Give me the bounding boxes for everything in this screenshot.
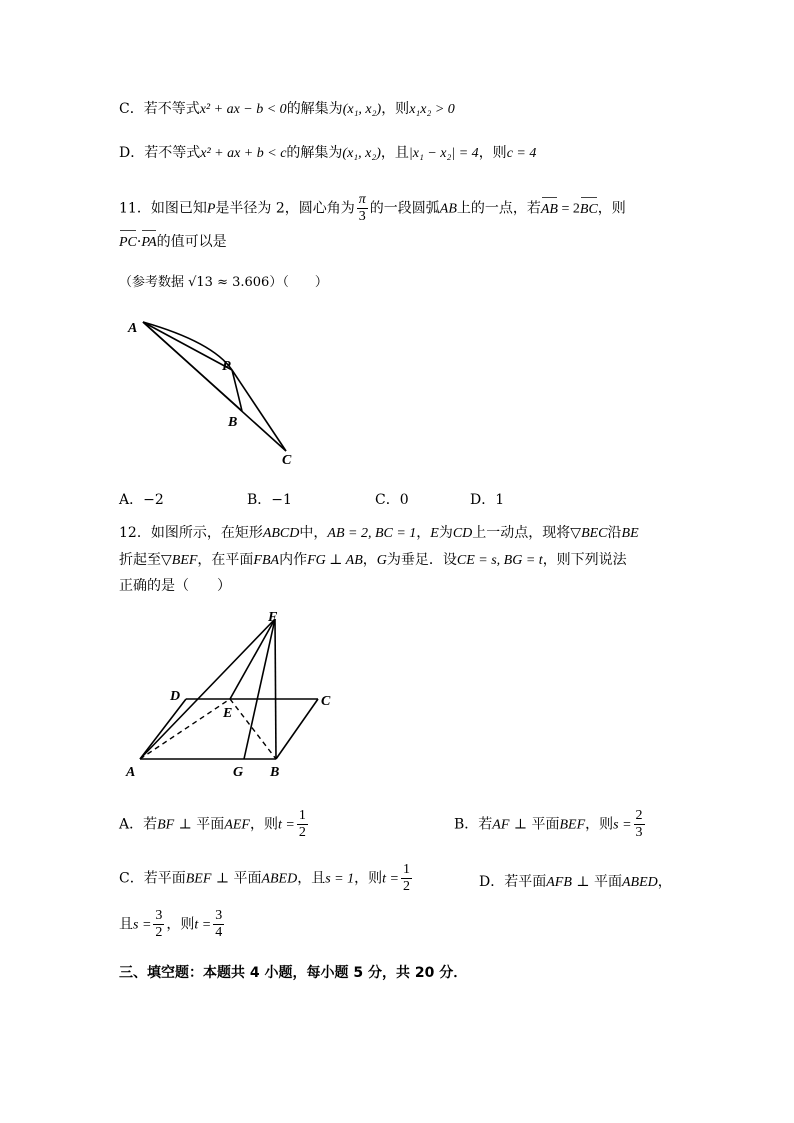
fraction: $\frac{3}{4}$ bbox=[215, 908, 223, 940]
dashed-eb bbox=[230, 699, 276, 759]
edge-af bbox=[140, 619, 275, 759]
label-a: A bbox=[126, 765, 136, 780]
label-f: F bbox=[268, 610, 278, 625]
label-g: G bbox=[233, 765, 244, 780]
q12-stem-line1: 12．如图所示，在矩形ABCD中，AB = 2, BC = 1，E为CD上一动点，现将▽BEC沿BE bbox=[119, 525, 639, 541]
fraction: $\frac{3}{2}$ bbox=[155, 908, 163, 940]
q11-reference-data: （参考数据 √13 ≈ 3.606）（ ） bbox=[119, 275, 328, 290]
vector-pa: PA bbox=[141, 233, 156, 253]
q11-stem-line1: 11．如图已知P是半径为 2，圆心角为 $\frac{\pi}{3}$ 的一段圆弧AB上的一点，若AB = 2BC，则 bbox=[119, 192, 626, 224]
solution-set: (x₁, x₂) bbox=[342, 102, 382, 117]
vector-bc: BC bbox=[580, 200, 598, 220]
conclusion: c = 4 bbox=[506, 146, 537, 161]
label-b: B bbox=[228, 415, 238, 430]
fraction: $\frac{1}{2}$ bbox=[298, 808, 306, 840]
q12-figure bbox=[118, 610, 348, 785]
solution-set: (x₁, x₂) bbox=[342, 146, 381, 161]
q12-option-d: D．若平面AFB ⊥ 平面ABED， bbox=[479, 874, 672, 890]
q12-option-a: A．若BF ⊥ 平面AEF，则t = $\frac{1}{2}$ bbox=[119, 808, 306, 840]
q10-option-d: D．若不等式x² + ax + b < c的解集为(x₁, x₂)，且|x₁ − x₂| = 4，则c = 4 bbox=[119, 145, 537, 161]
label-d: D bbox=[170, 689, 181, 704]
q12-option-b: B．若AF ⊥ 平面BEF，则s = $\frac{2}{3}$ bbox=[454, 808, 643, 840]
label-a: A bbox=[128, 321, 138, 336]
inequality: x² + ax − b < 0 bbox=[199, 102, 287, 117]
vector-ab: AB bbox=[541, 200, 558, 220]
inequality: x² + ax + b < c bbox=[200, 146, 287, 161]
q12-stem-line2: 折起至▽BEF，在平面FBA内作FG ⊥ AB，G为垂足．设CE = s, BG = t，则下列说法 bbox=[119, 552, 627, 568]
q11-option-b: B．−1 bbox=[247, 492, 292, 508]
q11-stem-line2: PC·PA的值可以是 bbox=[119, 232, 227, 253]
fraction: $\frac{2}{3}$ bbox=[635, 808, 643, 840]
label-c: C bbox=[282, 453, 292, 468]
label-b: B bbox=[270, 765, 280, 780]
q11-option-a: A．−2 bbox=[119, 492, 164, 508]
q11-option-d: D．1 bbox=[470, 492, 505, 508]
q12-option-c: C．若平面BEF ⊥ 平面ABED，且s = 1，则t = $\frac{1}{2}$ bbox=[119, 862, 410, 894]
section-heading: 三、填空题：本题共 4 小题，每小题 5 分，共 20 分． bbox=[119, 965, 468, 981]
q11-option-c: C．0 bbox=[375, 492, 409, 508]
label-e: E bbox=[223, 706, 233, 721]
fraction: $\frac{1}{2}$ bbox=[402, 862, 410, 894]
edge-fb bbox=[275, 619, 276, 759]
pi-over-3: $\frac{\pi}{3}$ bbox=[358, 192, 366, 224]
dashed-ae bbox=[140, 699, 233, 759]
q12-option-d-continued: 且s = $\frac{3}{2}$ ，则t = $\frac{3}{4}$ bbox=[119, 908, 223, 940]
vector-pc: PC bbox=[119, 233, 137, 253]
conclusion: x₁x₂ > 0 bbox=[409, 102, 455, 117]
edge-ad bbox=[140, 699, 186, 759]
q11-figure bbox=[118, 312, 308, 472]
edge-cb bbox=[276, 699, 318, 759]
q10-option-c: C．若不等式x² + ax − b < 0的解集为(x₁, x₂)，则x₁x₂ > 0 bbox=[119, 101, 455, 117]
segment-ac bbox=[143, 322, 286, 451]
label-p: P bbox=[222, 359, 231, 374]
q12-stem-line3: 正确的是（ ） bbox=[119, 578, 231, 594]
label-c: C bbox=[321, 694, 331, 709]
abs-condition: |x₁ − x₂| = 4 bbox=[408, 146, 479, 161]
